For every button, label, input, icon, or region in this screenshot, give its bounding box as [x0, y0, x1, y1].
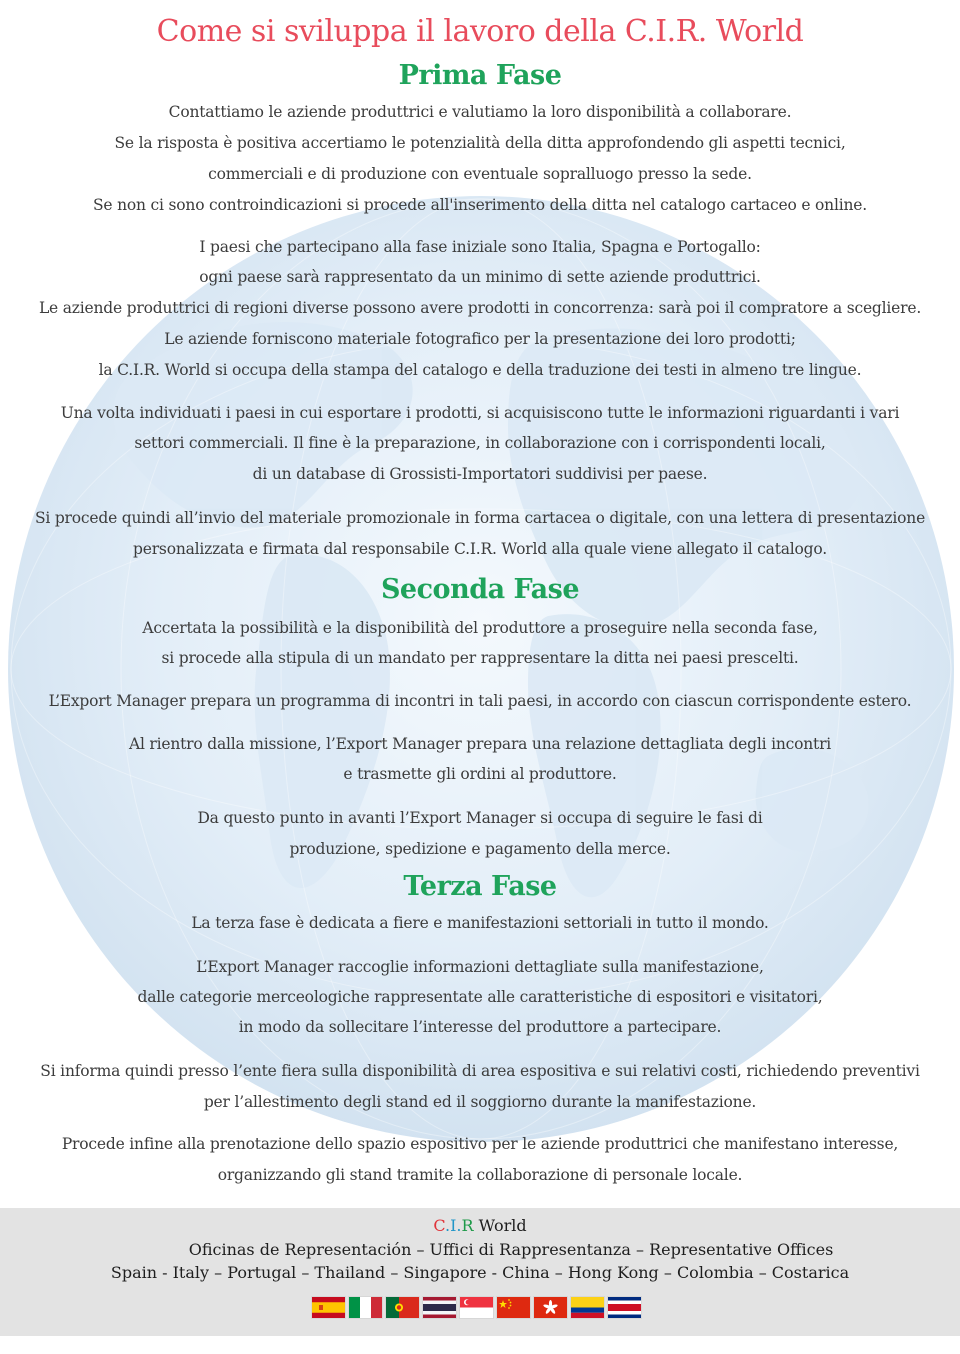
italy-flag-icon [349, 1297, 382, 1318]
phase-2-line: produzione, spedizione e pagamento della merce. [289, 840, 671, 858]
china-flag-icon [497, 1297, 530, 1318]
phase-3-line: per l’allestimento degli stand ed il soggiorno durante la manifestazione. [203, 1093, 757, 1111]
phase-3-heading: Terza Fase [403, 871, 557, 902]
offices-line: Oficinas de Representación – Uffici di Rappresentanza – Representative Offices [188, 1240, 834, 1259]
phase-1-heading: Prima Fase [398, 60, 562, 91]
phase-1-line: Le aziende produttrici di regioni diverse possono avere prodotti in concorrenza: sarà poi il compratore a scegliere. [38, 299, 922, 317]
singapore-flag-icon [460, 1297, 493, 1318]
phase-3-line: Si informa quindi presso l’ente fiera sulla disponibilità di area espositiva e sui relativi costi, richiedendo preventivi [40, 1062, 920, 1080]
phase-3-line: organizzando gli stand tramite la collaborazione di personale locale. [217, 1166, 743, 1184]
phase-3-line: dalle categorie merceologiche rappresentate alle caratteristiche di espositori e visitatori, [137, 988, 823, 1006]
portugal-flag-icon [386, 1297, 419, 1318]
flags-row [312, 1297, 641, 1319]
phase-1-line: settori commerciali. Il fine è la preparazione, in collaborazione con i corrispondenti locali, [134, 434, 826, 452]
phase-2-line: L’Export Manager prepara un programma di incontri in tali paesi, in accordo con ciascun corrispondente estero. [48, 692, 912, 710]
phase-1-line: la C.I.R. World si occupa della stampa del catalogo e della traduzione dei testi in almeno tre lingue. [98, 361, 862, 379]
phase-2-line: e trasmette gli ordini al produttore. [343, 765, 617, 783]
phase-1-line: Contattiamo le aziende produttrici e valutiamo la loro disponibilità a collaborare. [168, 103, 792, 121]
phase-1-line: Una volta individuati i paesi in cui esportare i prodotti, si acquisiscono tutte le informazioni riguardanti i vari [60, 404, 900, 422]
phase-1-line: Le aziende forniscono materiale fotografico per la presentazione dei loro prodotti; [164, 330, 796, 348]
phase-1-line: personalizzata e firmata dal responsabile C.I.R. World alla quale viene allegato il catalogo. [133, 540, 827, 558]
page-title: Come si sviluppa il lavoro della C.I.R. World [156, 14, 804, 49]
phase-2-line: Da questo punto in avanti l’Export Manager si occupa di seguire le fasi di [197, 809, 763, 827]
phase-1-line: di un database di Grossisti-Importatori suddivisi per paese. [252, 465, 708, 483]
brand-logo: C.I.R World [433, 1216, 527, 1235]
phase-1-line: Si procede quindi all’invio del materiale promozionale in forma cartacea o digitale, con una lettera di presentazione [34, 509, 926, 527]
phase-1-line: Se non ci sono controindicazioni si procede all'inserimento della ditta nel catalogo cartaceo e online. [93, 196, 867, 214]
costa-rica-flag-icon [608, 1297, 641, 1318]
phase-3-line: Procede infine alla prenotazione dello spazio espositivo per le aziende produttrici che manifestano interesse, [61, 1135, 899, 1153]
phase-2-line: Al rientro dalla missione, l’Export Manager prepara una relazione dettagliata degli incontri [128, 735, 832, 753]
spain-flag-icon [312, 1297, 345, 1318]
phase-1-line: Se la risposta è positiva accertiamo le potenzialità della ditta approfondendo gli aspetti tecnici, [114, 134, 846, 152]
phase-2-line: si procede alla stipula di un mandato per rappresentare la ditta nei paesi prescelti. [161, 649, 799, 667]
footer [0, 1208, 960, 1336]
phase-3-line: L’Export Manager raccoglie informazioni dettagliate sulla manifestazione, [196, 958, 764, 976]
phase-2-heading: Seconda Fase [380, 574, 580, 605]
phase-1-line: ogni paese sarà rappresentato da un minimo di sette aziende produttrici. [199, 268, 761, 286]
thailand-flag-icon [423, 1297, 456, 1318]
colombia-flag-icon [571, 1297, 604, 1318]
phase-1-line: commerciali e di produzione con eventuale sopralluogo presso la sede. [208, 165, 752, 183]
phase-1-line: I paesi che partecipano alla fase iniziale sono Italia, Spagna e Portogallo: [199, 238, 761, 256]
phase-3-line: in modo da sollecitare l’interesse del produttore a partecipare. [238, 1018, 722, 1036]
phase-2-line: Accertata la possibilità e la disponibilità del produttore a proseguire nella seconda fase, [142, 619, 818, 637]
phase-3-line: La terza fase è dedicata a fiere e manifestazioni settoriali in tutto il mondo. [191, 914, 769, 932]
countries-line: Spain - Italy – Portugal – Thailand – Singapore - China – Hong Kong – Colombia – Costarica [110, 1263, 850, 1282]
hong-kong-flag-icon [534, 1297, 567, 1318]
